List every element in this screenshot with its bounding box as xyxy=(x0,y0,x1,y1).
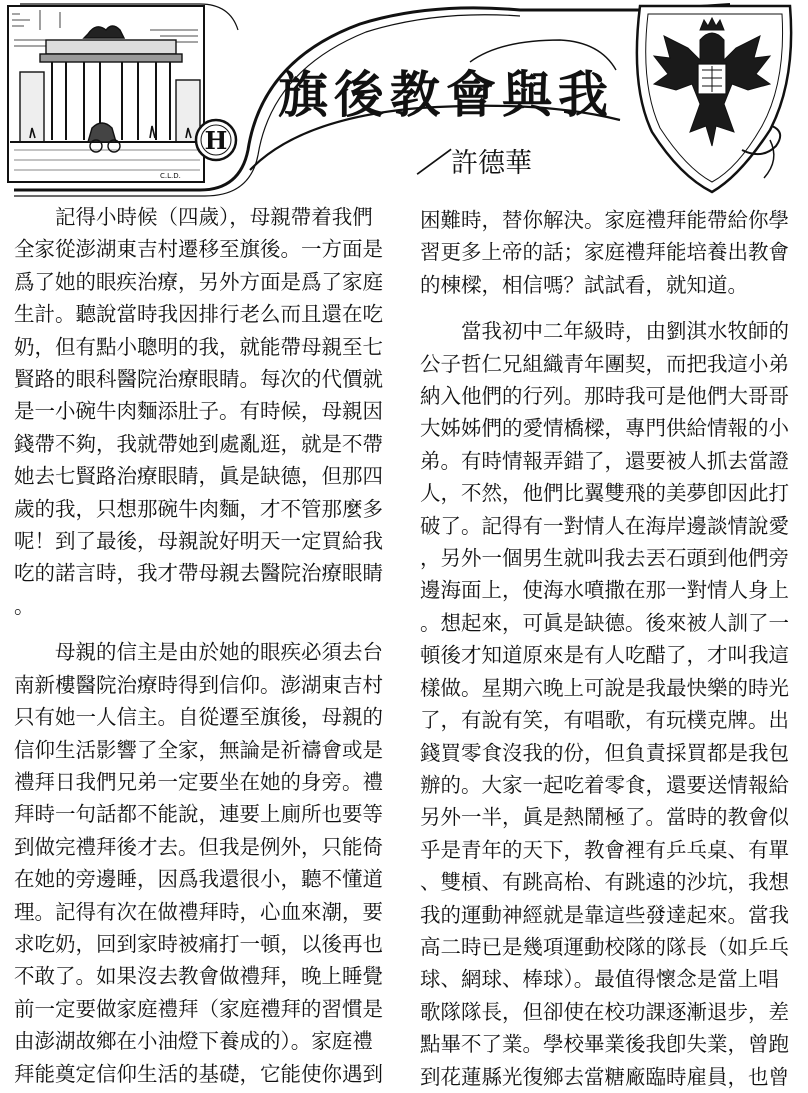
text-line: 理。記得有次在做禮拜時，心血來潮，要 xyxy=(14,899,383,924)
text-line: 歲的我，只想那碗牛肉麵，才不管那麼多 xyxy=(14,496,383,521)
text-line: 頓後才知道原來是有人吃醋了，才叫我這 xyxy=(420,643,789,668)
text-line: 樣做。星期六晚上可說是我最快樂的時光 xyxy=(420,675,789,700)
text-line: 納入他們的行列。那時我可是他們大哥哥 xyxy=(420,384,789,409)
text-line: 大姊姊們的愛情橋樑，專門供給情報的小 xyxy=(420,416,789,441)
text-line: 拜能奠定信仰生活的基礎，它能使你遇到 xyxy=(14,1061,383,1086)
text-line: 我的運動神經就是靠這些發達起來。當我 xyxy=(420,902,789,927)
text-line: 不敢了。如果沒去教會做禮拜，晚上睡覺 xyxy=(14,964,383,989)
text-line: 到花蓮縣光復鄉去當糖廠臨時雇員，也曾 xyxy=(420,1064,789,1089)
text-line: 全家從澎湖東吉村遷移至旗後。一方面是 xyxy=(14,237,383,262)
author-name: 許德華 xyxy=(451,148,532,179)
text-line: 球、網球、棒球）。最值得懷念是當上唱 xyxy=(420,967,779,992)
brandenburg-gate-illustration xyxy=(8,6,204,182)
text-line: 到做完禮拜後才去。但我是例外，只能倚 xyxy=(14,834,383,859)
text-line: 習更多上帝的話；家庭禮拜能培養出教會 xyxy=(420,240,789,265)
text-line: 禮拜日我們兄弟一定要坐在她的身旁。禮 xyxy=(14,769,383,794)
text-line: 困難時，替你解決。家庭禮拜能帶給你學 xyxy=(420,208,789,232)
text-line: 由澎湖故鄉在小油燈下養成的）。家庭禮 xyxy=(14,1029,373,1054)
monogram-medallion xyxy=(196,120,236,160)
eagle-shield-emblem xyxy=(637,6,791,192)
text-line: 歌隊隊長，但卻使在校功課逐漸退步，差 xyxy=(420,999,789,1024)
text-line: 在她的旁邊睡，因爲我還很小，聽不懂道 xyxy=(14,867,383,892)
text-line: 生計。聽說當時我因排行老么而且還在吃 xyxy=(14,302,383,327)
right-text-column xyxy=(420,204,798,1093)
text-line: 母親的信主是由於她的眼疾必須去台 xyxy=(55,640,383,665)
text-line: 記得小時候（四歲），母親帶着我們 xyxy=(55,205,373,229)
article-byline xyxy=(414,148,532,179)
text-line: 公子哲仁兄組織青年團契，而把我這小弟 xyxy=(420,351,789,376)
text-line: 。 xyxy=(14,593,35,618)
text-line: 前一定要做家庭禮拜（家庭禮拜的習慣是 xyxy=(14,996,383,1021)
paragraph xyxy=(420,204,798,301)
article-header xyxy=(0,0,808,200)
text-line: 求吃奶，回到家時被痛打一頓，以後再也 xyxy=(14,931,383,956)
text-line: 她去七賢路治療眼睛，眞是缺德，但那四 xyxy=(14,464,383,489)
text-line: 賢路的眼科醫院治療眼睛。每次的代價就 xyxy=(14,367,383,392)
text-line: 信仰生活影響了全家，無論是祈禱會或是 xyxy=(14,737,383,762)
text-line: 呢！到了最後，母親說好明天一定買給我 xyxy=(14,529,383,554)
text-line: 南新樓醫院治療時得到信仰。澎湖東吉村 xyxy=(14,672,383,697)
text-line: 是一小碗牛肉麵添肚子。有時候，母親因 xyxy=(14,399,383,424)
byline-slash: ／ xyxy=(414,148,453,179)
text-line: 人，不然，他們比翼雙飛的美夢卽因此打 xyxy=(420,481,789,506)
text-line: 高二時已是幾項運動校隊的隊長（如乒乓 xyxy=(420,934,789,959)
text-line: 了，有說有笑，有唱歌，有玩樸克牌。出 xyxy=(420,708,789,733)
text-line: 奶，但有點小聰明的我，就能帶母親至七 xyxy=(14,334,383,359)
text-line: 。想起來，可眞是缺德。後來被人訓了一 xyxy=(420,610,789,635)
paragraph xyxy=(14,636,396,1090)
text-line: 錢買零食沒我的份，但負責採買都是我包 xyxy=(420,740,789,765)
text-line: 另外一半，眞是熱鬧極了。當時的教會似 xyxy=(420,805,789,830)
text-line: 辦的。大家一起吃着零食，還要送情報給 xyxy=(420,772,789,797)
article-title: 旗後教會與我 xyxy=(278,65,614,124)
monogram-letter: H xyxy=(204,126,228,155)
text-line: 當我初中二年級時，由劉淇水牧師的 xyxy=(461,319,789,344)
text-line: 吃的諾言時，我才帶母親去醫院治療眼睛 xyxy=(14,561,383,586)
left-text-column xyxy=(14,201,396,1090)
text-line: 只有她一人信主。自從遷至旗後，母親的 xyxy=(14,705,383,730)
text-line: 點畢不了業。學校畢業後我卽失業，曾跑 xyxy=(420,1032,789,1057)
text-line: 、雙槓、有跳高枱、有跳遠的沙坑，我想 xyxy=(420,870,789,895)
text-line: 破了。記得有一對情人在海岸邊談情說愛 xyxy=(420,513,789,538)
paragraph xyxy=(14,201,396,622)
text-line: 拜時一句話都不能說，連要上廁所也要等 xyxy=(14,802,383,827)
text-line: ，另外一個男生就叫我去丟石頭到他們旁 xyxy=(420,546,789,571)
text-line: 邊海面上，使海水噴撒在那一對情人身上 xyxy=(420,578,789,603)
text-line: 錢帶不夠，我就帶她到處亂逛，就是不帶 xyxy=(14,431,383,456)
text-line: 乎是青年的天下，教會裡有乒乓桌、有單 xyxy=(420,837,789,862)
text-line: 的棟樑，相信嗎？試試看，就知道。 xyxy=(420,272,748,297)
artist-signature: C.L.D. xyxy=(160,172,181,180)
paragraph xyxy=(420,315,798,1093)
text-line: 爲了她的眼疾治療，另外方面是爲了家庭 xyxy=(14,269,383,294)
text-line: 弟。有時情報弄錯了，還要被人抓去當證 xyxy=(420,448,789,473)
